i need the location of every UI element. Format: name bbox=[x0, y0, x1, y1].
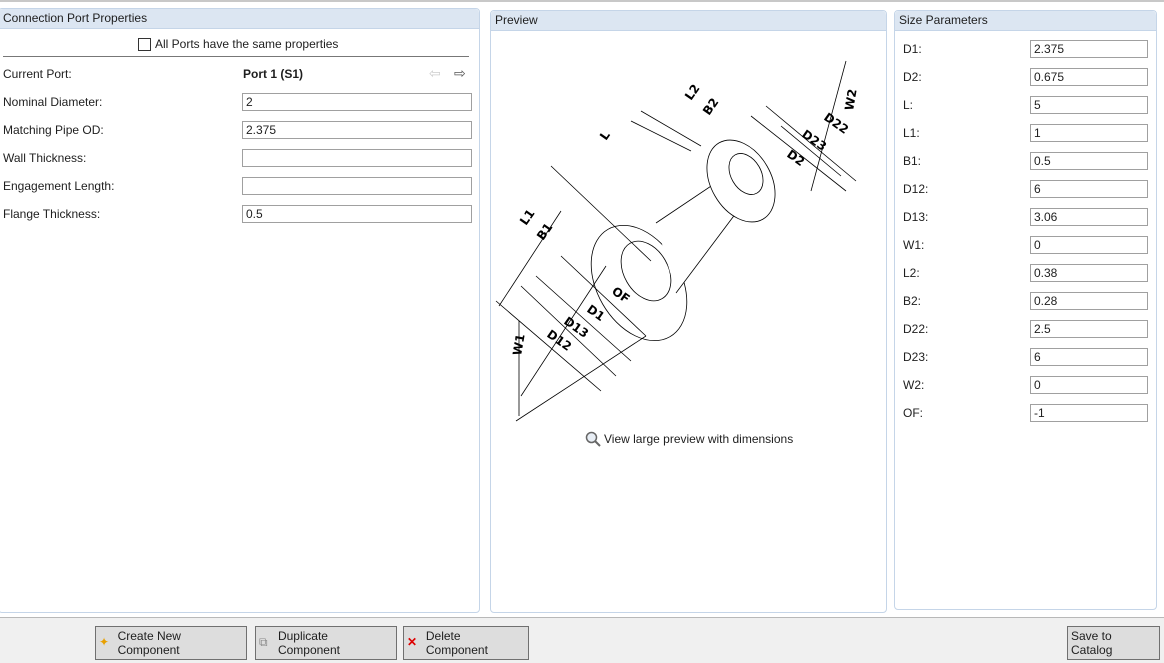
dim-D12: D12 bbox=[544, 326, 575, 354]
next-port-arrow-icon[interactable]: ⇨ bbox=[454, 65, 466, 81]
dim-L: L bbox=[596, 128, 613, 143]
param-label: D22: bbox=[903, 322, 929, 336]
param-input[interactable]: 6 bbox=[1030, 348, 1148, 366]
param-label: B2: bbox=[903, 294, 922, 308]
panel-title: Size Parameters bbox=[895, 11, 1156, 31]
duplicate-component-button[interactable] bbox=[255, 626, 397, 660]
param-input[interactable]: 6 bbox=[1030, 180, 1148, 198]
panel-title: Preview bbox=[491, 11, 886, 31]
param-input[interactable]: 5 bbox=[1030, 96, 1148, 114]
current-port-value: Port 1 (S1) bbox=[243, 67, 304, 81]
button-label: Create New Component bbox=[117, 629, 181, 657]
dim-B1: B1 bbox=[533, 220, 556, 243]
param-input[interactable]: 2.5 bbox=[1030, 320, 1148, 338]
param-label: L2: bbox=[903, 266, 920, 280]
param-label: D2: bbox=[903, 70, 922, 84]
dim-D1: D1 bbox=[584, 301, 608, 324]
param-label: D13: bbox=[903, 210, 929, 224]
connection-port-panel bbox=[0, 8, 480, 613]
field-label: Nominal Diameter: bbox=[3, 95, 103, 109]
button-label: Save to Catalog bbox=[1071, 629, 1113, 657]
dim-W1: W1 bbox=[510, 332, 528, 357]
button-label: Duplicate Component bbox=[277, 629, 340, 657]
dim-D13: D13 bbox=[561, 313, 592, 341]
duplicate-icon: ⧉ bbox=[259, 635, 268, 649]
param-input[interactable]: 0.5 bbox=[1030, 152, 1148, 170]
field-input[interactable]: 0.5 bbox=[242, 205, 472, 223]
field-input[interactable] bbox=[242, 149, 472, 167]
param-input[interactable]: 0.38 bbox=[1030, 264, 1148, 282]
dim-D23: D23 bbox=[799, 126, 830, 154]
checkbox-label: All Ports have the same properties bbox=[155, 37, 339, 51]
param-label: D12: bbox=[903, 182, 929, 196]
param-input[interactable]: 2.375 bbox=[1030, 40, 1148, 58]
dim-B2: B2 bbox=[699, 95, 722, 118]
magnifier-icon bbox=[585, 431, 601, 447]
preview-panel bbox=[490, 10, 887, 613]
param-label: W2: bbox=[903, 378, 925, 392]
same-props-checkbox[interactable] bbox=[138, 37, 338, 51]
delete-component-button[interactable] bbox=[403, 626, 529, 660]
field-label: Engagement Length: bbox=[3, 179, 115, 193]
param-label: B1: bbox=[903, 154, 922, 168]
dim-D22: D22 bbox=[821, 109, 852, 137]
param-label: W1: bbox=[903, 238, 925, 252]
param-label: D23: bbox=[903, 350, 929, 364]
divider bbox=[3, 56, 469, 57]
param-input[interactable]: 3.06 bbox=[1030, 208, 1148, 226]
top-border bbox=[0, 0, 1164, 2]
param-label: L: bbox=[903, 98, 914, 112]
param-label: OF: bbox=[903, 406, 923, 420]
panel-title: Connection Port Properties bbox=[0, 9, 479, 29]
flange-diagram bbox=[491, 31, 888, 431]
param-input[interactable]: 0.28 bbox=[1030, 292, 1148, 310]
field-label: Matching Pipe OD: bbox=[3, 123, 104, 137]
field-label: Wall Thickness: bbox=[3, 151, 87, 165]
param-input[interactable]: 0 bbox=[1030, 236, 1148, 254]
size-parameters-panel bbox=[894, 10, 1157, 610]
dim-OF: OF bbox=[609, 283, 633, 307]
new-component-icon: ✦ bbox=[99, 635, 110, 649]
view-large-preview-link[interactable] bbox=[585, 431, 793, 447]
save-to-catalog-button[interactable] bbox=[1067, 626, 1160, 660]
field-input[interactable]: 2 bbox=[242, 93, 472, 111]
param-label: L1: bbox=[903, 126, 920, 140]
view-large-preview-label: View large preview with dimensions bbox=[604, 432, 794, 446]
dim-L1: L1 bbox=[516, 206, 538, 228]
create-new-component-button[interactable] bbox=[95, 626, 247, 660]
param-label: D1: bbox=[903, 42, 922, 56]
dim-D2: D2 bbox=[784, 146, 808, 169]
param-input[interactable]: -1 bbox=[1030, 404, 1148, 422]
param-input[interactable]: 1 bbox=[1030, 124, 1148, 142]
dim-L2: L2 bbox=[681, 81, 703, 103]
param-input[interactable]: 0 bbox=[1030, 376, 1148, 394]
field-label: Flange Thickness: bbox=[3, 207, 101, 221]
checkbox-box[interactable] bbox=[138, 38, 151, 51]
delete-icon: ✕ bbox=[407, 635, 418, 649]
button-label: Delete Component bbox=[425, 629, 488, 657]
current-port-label: Current Port: bbox=[3, 67, 72, 81]
field-input[interactable]: 2.375 bbox=[242, 121, 472, 139]
param-input[interactable]: 0.675 bbox=[1030, 68, 1148, 86]
prev-port-arrow-icon[interactable]: ⇦ bbox=[429, 65, 441, 81]
field-input[interactable] bbox=[242, 177, 472, 195]
dim-W2: W2 bbox=[842, 87, 860, 112]
